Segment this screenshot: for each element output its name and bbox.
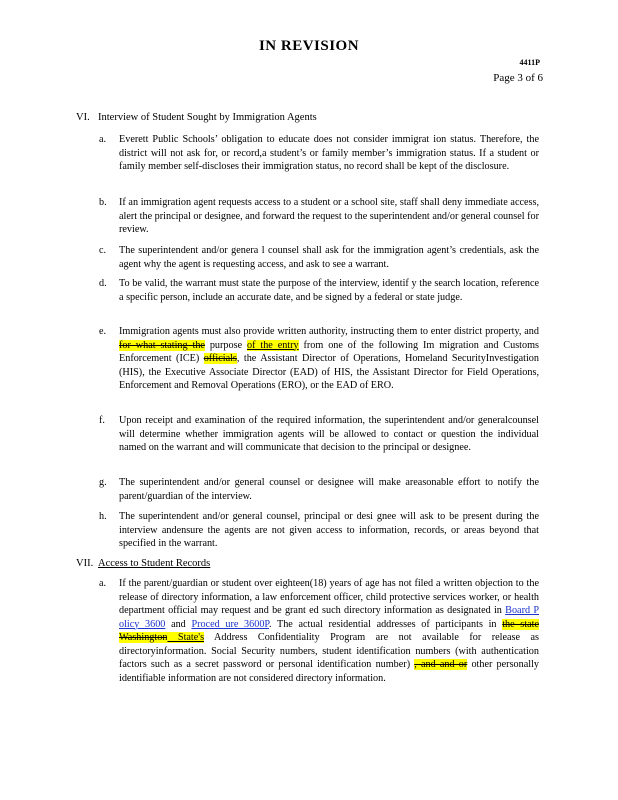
section-title: Access to Student Records bbox=[98, 558, 211, 569]
text-run: other personally identifiable information are not considered directory information. bbox=[119, 659, 539, 684]
item-letter: g. bbox=[99, 477, 107, 488]
item-text: If an immigration agent requests access to a student or a school site, staff shall deny immediate access, alert the principal or designee, and forward the request to the superintendent and/or general counsel for review. bbox=[119, 197, 539, 235]
section-title: Interview of Student Sought by Immigration Agents bbox=[98, 112, 317, 123]
item-text: The superintendent and/or general counsel, principal or desi gnee will ask to be present during the interview andensure the agents are not given access to information, records, or areas beyond that specified in the warrant. bbox=[119, 511, 539, 549]
document-number: 4411P bbox=[519, 58, 540, 67]
revision-title: IN REVISION bbox=[258, 38, 360, 54]
list-item bbox=[99, 196, 539, 237]
item-text: To be valid, the warrant must state the purpose of the interview, identif y the search location, reference a specific person, include an accurate date, and be signed by a federal or state judge. bbox=[119, 278, 539, 303]
deleted-text: , and and or bbox=[414, 659, 468, 670]
item-letter: f. bbox=[99, 415, 105, 426]
list-item bbox=[99, 244, 539, 271]
list-item bbox=[99, 325, 539, 393]
procedure-link[interactable]: Proced ure 3600P bbox=[191, 618, 269, 630]
text-run: Address Confidentiality Program are not available for release as directoryinformation. Social Security numbers, student identification numbers (with authentication factors such as a secret password or personal identification number) bbox=[119, 632, 540, 670]
text-run: from one of the following Im migration and Customs Enforcement (ICE) bbox=[119, 339, 539, 364]
text-run: , the Assistant Director of Operations, Homeland SecurityInvestigation (HIS), the Executive Associate Director (EAD) of HIS, the Assistant Director for Field Operations, Enforcement and Removal Operations (ERO), or the EAD of ERO. bbox=[119, 353, 539, 391]
item-letter: h. bbox=[99, 511, 107, 522]
board-policy-link[interactable]: Board P olicy 3600 bbox=[119, 605, 540, 630]
inserted-text: of the entry bbox=[246, 339, 299, 351]
list-item bbox=[99, 277, 539, 304]
text-run: purpose bbox=[204, 339, 247, 351]
item-text: Everett Public Schools’ obligation to educate does not consider immigrat ion status. Therefore, the district will not ask for, or record,a student’s or family member’s immigration status. If a student or family member self-discloses their immigration status, no record shall be kept of the disclosure. bbox=[119, 134, 539, 172]
item-letter: d. bbox=[99, 278, 107, 289]
text-run: . The actual residential addresses of participants in bbox=[268, 618, 503, 630]
deleted-text: the state Washington bbox=[119, 618, 539, 643]
list-item bbox=[99, 414, 539, 455]
item-text bbox=[119, 577, 539, 685]
list-item bbox=[99, 510, 539, 551]
text-run: If the parent/guardian or student over eighteen(18) years of age has not filed a written objection to the release of directory information, a law enforcement officer, child protective services worker, or health department official may request and be grant ed such directory information as designated in bbox=[119, 578, 539, 616]
list-item bbox=[99, 476, 539, 503]
deleted-text: officials bbox=[203, 353, 237, 364]
item-text bbox=[119, 325, 539, 393]
item-text: Upon receipt and examination of the required information, the superintendent and/or generalcounsel will determine whether immigration agents will be allowed to contact or question the individual named on the warrant and will communicate that decision to the principal or designee. bbox=[119, 415, 539, 453]
page-number: Page 3 of 6 bbox=[493, 72, 543, 84]
item-letter: a. bbox=[99, 578, 107, 589]
list-item bbox=[99, 133, 539, 174]
text-run: Immigration agents must also provide written authority, instructing them to enter district property, and bbox=[119, 326, 539, 337]
list-item bbox=[99, 577, 539, 685]
item-letter: b. bbox=[99, 197, 107, 208]
text-run: and bbox=[165, 618, 192, 630]
section-number: VI. bbox=[76, 112, 90, 123]
item-letter: c. bbox=[99, 245, 107, 256]
item-letter: e. bbox=[99, 326, 107, 337]
section-number: VII. bbox=[76, 558, 94, 569]
item-letter: a. bbox=[99, 134, 107, 145]
deleted-text: for what stating the bbox=[119, 339, 205, 351]
inserted-text: State's bbox=[167, 632, 205, 643]
item-text: The superintendent and/or genera l counsel shall ask for the immigration agent’s credentials, ask the agent why the agent is requesting access, and ask to see a warrant. bbox=[119, 245, 539, 270]
item-text: The superintendent and/or general counsel or designee will make areasonable effort to notify the parent/guardian of the interview. bbox=[119, 477, 539, 502]
